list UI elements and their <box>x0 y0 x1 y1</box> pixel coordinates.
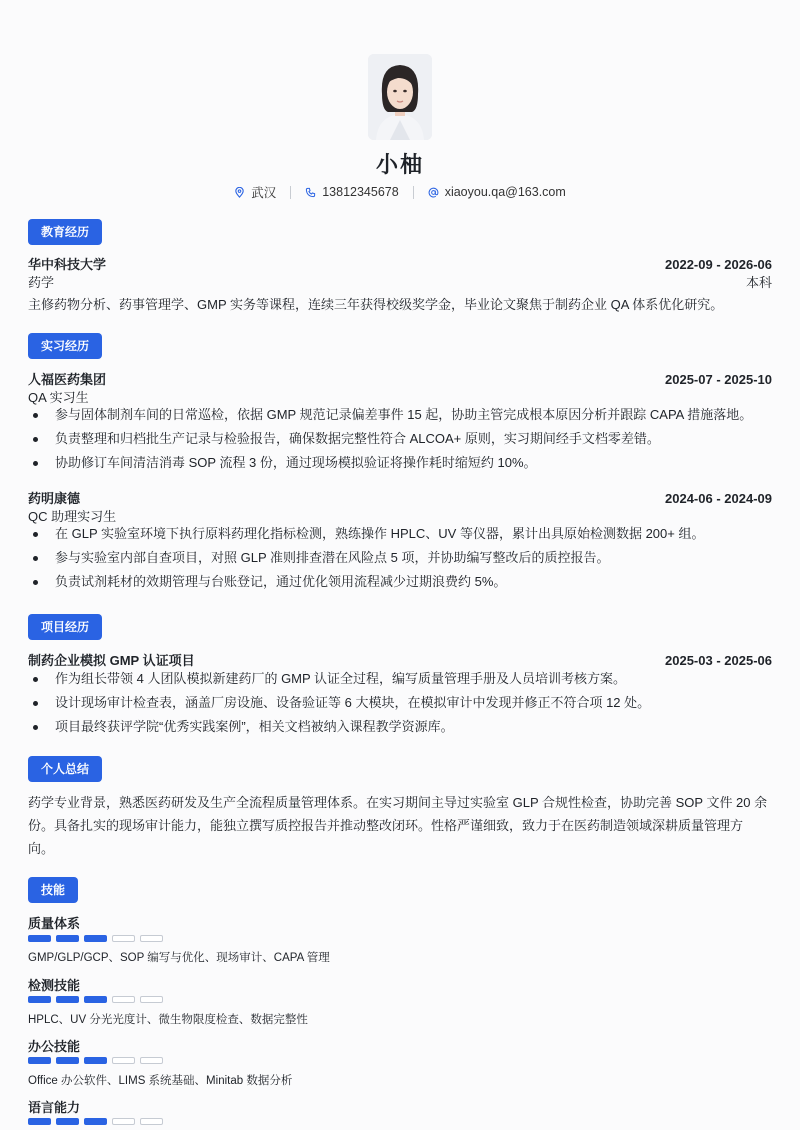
skill-level-segment <box>28 996 51 1003</box>
skill-level-segment <box>56 996 79 1003</box>
company-name: 人福医药集团 <box>28 372 107 387</box>
skill-description: Office 办公软件、LIMS 系统基础、Minitab 数据分析 <box>28 1075 293 1087</box>
section-title-education: 教育经历 <box>28 219 102 245</box>
section-title-summary: 个人总结 <box>28 756 102 782</box>
list-item <box>28 546 772 570</box>
contact-divider <box>413 186 414 199</box>
skill-name: 语言能力 <box>28 1100 81 1115</box>
company-name: 药明康德 <box>28 491 81 506</box>
summary-text <box>28 791 772 860</box>
bullet-text: 负责整理和归档批生产记录与检验报告，确保数据完整性符合 ALCOA+ 原则，实习期间经手文档零差错。 <box>55 431 660 446</box>
bullet-dot <box>33 437 38 442</box>
skill-description: HPLC、UV 分光光度计、微生物限度检查、数据完整性 <box>28 1014 308 1026</box>
skill-level-segment <box>84 1118 107 1125</box>
bullet-text: 作为组长带领 4 人团队模拟新建药厂的 GMP 认证全过程，编写质量管理手册及人员培训考核方案。 <box>55 671 627 686</box>
contact-bar <box>0 183 800 201</box>
skill-level-segment <box>112 996 135 1003</box>
skill-level-segment <box>56 935 79 942</box>
bullet-text: 参与固体制剂车间的日常巡检，依据 GMP 规范记录偏差事件 15 起，协助主管完成根本原因分析并跟踪 CAPA 措施落地。 <box>55 407 753 422</box>
major: 药学 <box>28 275 55 290</box>
degree: 本科 <box>745 275 772 290</box>
project-bullets <box>28 667 772 739</box>
phone-icon <box>305 187 316 198</box>
contact-divider <box>290 186 291 199</box>
skill-level-segment <box>56 1118 79 1125</box>
location-pin-icon <box>234 187 245 198</box>
location-text: 武汉 <box>251 186 277 200</box>
bullet-dot <box>33 725 38 730</box>
internship-role: QA 实习生 <box>28 390 89 405</box>
summary-line: 向。 <box>28 841 55 856</box>
list-item <box>28 403 772 427</box>
skill-level-segment <box>112 935 135 942</box>
project-dates: 2025-03 - 2025-06 <box>665 653 772 668</box>
bullet-dot <box>33 532 38 537</box>
summary-line: 份。具备扎实的现场审计能力，能独立撰写质控报告并推动整改闭环。性格严谨细致，致力于在医药制造领域深耕质量管理方 <box>28 818 744 833</box>
education-dates: 2022-09 - 2026-06 <box>665 257 772 272</box>
section-title-project: 项目经历 <box>28 614 102 640</box>
skill-level-segment <box>140 996 163 1003</box>
skill-name: 质量体系 <box>28 916 81 931</box>
bullet-dot <box>33 580 38 585</box>
portrait-image <box>368 54 432 140</box>
list-item <box>28 715 772 739</box>
bullet-dot <box>33 556 38 561</box>
internship-bullets <box>28 522 772 594</box>
skill-level-segment <box>28 935 51 942</box>
skill-level-segment <box>84 1057 107 1064</box>
skill-level-segment <box>112 1118 135 1125</box>
school-name: 华中科技大学 <box>28 257 107 272</box>
phone-text: 13812345678 <box>322 185 399 199</box>
list-item <box>28 427 772 451</box>
bullet-dot <box>33 677 38 682</box>
bullet-dot <box>33 413 38 418</box>
internship-dates: 2024-06 - 2024-09 <box>665 491 772 506</box>
internship-role: QC 助理实习生 <box>28 509 117 524</box>
list-item <box>28 522 772 546</box>
internship-header <box>28 369 772 388</box>
skill-level-segment <box>28 1118 51 1125</box>
skill-name: 办公技能 <box>28 1039 81 1054</box>
bullet-dot <box>33 701 38 706</box>
list-item <box>28 667 772 691</box>
bullet-text: 在 GLP 实验室环境下执行原料药理化指标检测，熟练操作 HPLC、UV 等仪器，累计出具原始检测数据 200+ 组。 <box>55 526 705 541</box>
contact-email[interactable] <box>428 185 566 199</box>
skill-level-segment <box>140 1118 163 1125</box>
list-item <box>28 691 772 715</box>
email-icon <box>428 187 439 198</box>
bullet-text: 设计现场审计检查表，涵盖厂房设施、设备验证等 6 大模块，在模拟审计中发现并修正不符合项 12 处。 <box>55 695 651 710</box>
skill-level-segment <box>140 1057 163 1064</box>
bullet-text: 负责试剂耗材的效期管理与台账登记，通过优化领用流程减少过期浪费约 5%。 <box>55 574 507 589</box>
bullet-text: 参与实验室内部自查项目，对照 GLP 准则排查潜在风险点 5 项，并协助编写整改后的质控报告。 <box>55 550 610 565</box>
skill-level-segment <box>56 1057 79 1064</box>
internship-bullets <box>28 403 772 475</box>
skill-level-segment <box>140 935 163 942</box>
skill-level-segment <box>84 935 107 942</box>
skill-name: 检测技能 <box>28 978 81 993</box>
skill-level-bar <box>28 1057 163 1064</box>
skill-level-bar <box>28 1118 163 1125</box>
summary-line: 药学专业背景，熟悉医药研发及生产全流程质量管理体系。在实习期间主导过实验室 GLP 合规性检查，协助完善 SOP 文件 20 余 <box>28 795 768 810</box>
section-title-skills: 技能 <box>28 877 78 903</box>
list-item <box>28 570 772 594</box>
bullet-text: 协助修订车间清洁消毒 SOP 流程 3 份，通过现场模拟验证将操作耗时缩短约 10%。 <box>55 455 537 470</box>
bullet-dot <box>33 461 38 466</box>
skill-level-bar <box>28 935 163 942</box>
skill-level-segment <box>112 1057 135 1064</box>
list-item <box>28 451 772 475</box>
skill-level-segment <box>84 996 107 1003</box>
contact-location <box>234 183 276 201</box>
contact-phone[interactable] <box>305 185 398 199</box>
education-header <box>28 254 772 273</box>
education-description: 主修药物分析、药事管理学、GMP 实务等课程，连续三年获得校级奖学金，毕业论文聚焦于制药企业 QA 体系优化研究。 <box>28 297 724 312</box>
education-sub <box>28 272 772 291</box>
internship-header <box>28 488 772 507</box>
skill-description: GMP/GLP/GCP、SOP 编写与优化、现场审计、CAPA 管理 <box>28 952 330 964</box>
skill-level-segment <box>28 1057 51 1064</box>
internship-dates: 2025-07 - 2025-10 <box>665 372 772 387</box>
profile-photo <box>368 54 432 140</box>
skill-level-bar <box>28 996 163 1003</box>
candidate-name: 小柚 <box>375 152 424 177</box>
project-title: 制药企业模拟 GMP 认证项目 <box>28 653 195 668</box>
email-text: xiaoyou.qa@163.com <box>444 185 566 199</box>
bullet-text: 项目最终获评学院“优秀实践案例”，相关文档被纳入课程教学资源库。 <box>55 719 454 734</box>
section-title-internship: 实习经历 <box>28 333 102 359</box>
